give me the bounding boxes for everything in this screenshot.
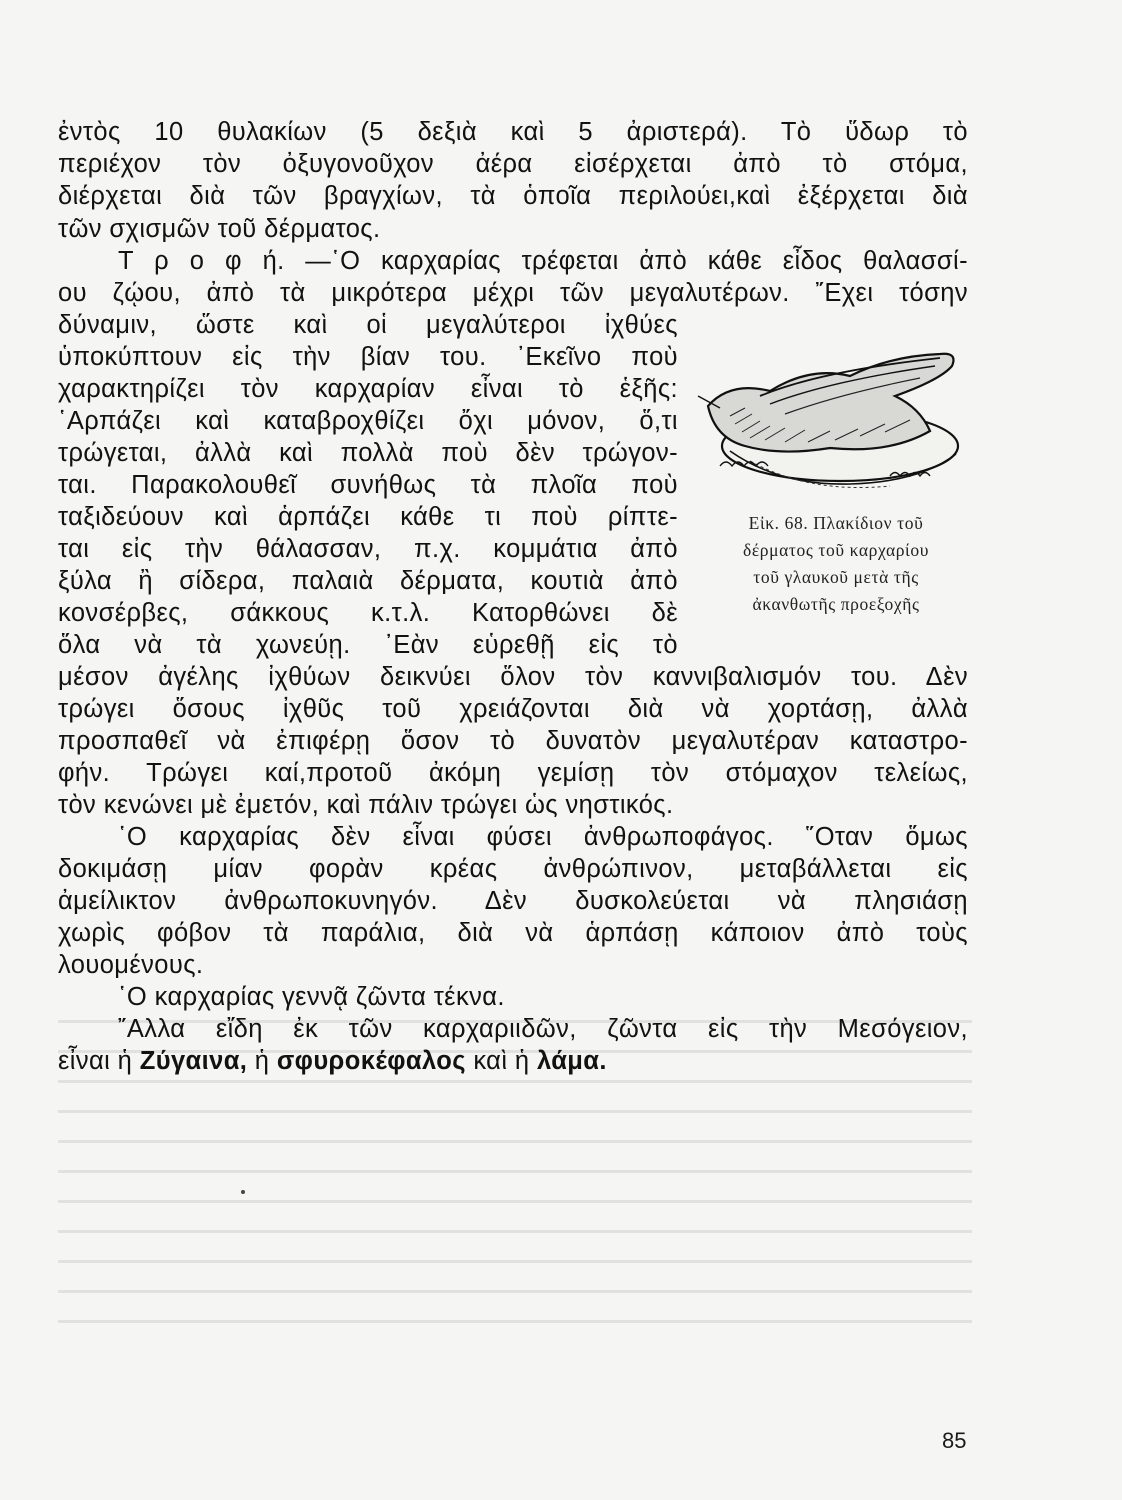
body-line: ται εἰς τὴν θάλασσαν, π.χ. κομμάτια ἀπὸ: [58, 535, 678, 563]
body-line: ταξιδεύουν καὶ ἁρπάζει κάθε τι ποὺ ρίπτε-: [58, 503, 678, 531]
body-line: κονσέρβες, σάκκους κ.τ.λ. Κατορθώνει δὲ: [58, 599, 678, 627]
species-joiner: ἡ: [247, 1047, 277, 1075]
body-line: δοκιμάσῃ μίαν φορὰν κρέας ἀνθρώπινον, μεταβάλλεται εἰς: [58, 855, 968, 883]
body-line: τρώγεται, ἀλλὰ καὶ πολλὰ ποὺ δὲν τρώγον-: [58, 439, 678, 467]
body-line: ἐντὸς 10 θυλακίων (5 δεξιὰ καὶ 5 ἀριστερά). Τὸ ὕδωρ τὸ: [58, 118, 968, 146]
body-line: ἀμείλικτον ἀνθρωποκυνηγόν. Δὲν δυσκολεύεται νὰ πλησιάσῃ: [58, 887, 968, 915]
body-line: χωρὶς φόβον τὰ παράλια, διὰ νὰ ἁρπάσῃ κάποιον ἀπὸ τοὺς: [58, 919, 968, 947]
caption-line: δέρματος τοῦ καρχαρίου: [743, 540, 929, 560]
body-line: δύναμιν, ὥστε καὶ οἱ μεγαλύτεροι ἰχθύες: [58, 311, 678, 339]
body-line: περιέχον τὸν ὀξυγονοῦχον ἀέρα εἰσέρχεται ἀπὸ τὸ στόμα,: [58, 150, 968, 178]
body-line: ὑποκύπτουν εἰς τὴν βίαν του. ᾽Εκεῖνο ποὺ: [58, 343, 678, 371]
caption-line: Εἰκ. 68. Πλακίδιον τοῦ: [748, 513, 924, 533]
caption-line: τοῦ γλαυκοῦ μετὰ τῆς: [753, 567, 919, 587]
page-number: 85: [942, 1428, 967, 1453]
body-line: χαρακτηρίζει τὸν καρχαρίαν εἶναι τὸ ἑξῆς:: [58, 375, 678, 403]
body-line: λουομένους.: [58, 951, 204, 979]
species-term: λάμα.: [536, 1047, 607, 1075]
ink-speck: [241, 1190, 245, 1194]
section-heading-line: Τ ρ ο φ ή. —῾Ο καρχαρίας τρέφεται ἀπὸ κάθε εἶδος θαλασσί-: [118, 247, 968, 275]
body-line: ου ζῴου, ἀπὸ τὰ μικρότερα μέχρι τῶν μεγαλυτέρων. ῎Εχει τόσην: [58, 279, 968, 307]
body-line: ὅλα νὰ τὰ χωνεύῃ. ᾽Εὰν εὑρεθῇ εἰς τὸ: [58, 631, 678, 659]
body-line: προσπαθεῖ νὰ ἐπιφέρῃ ὅσον τὸ δυνατὸν μεγαλυτέραν καταστρο-: [58, 727, 968, 755]
species-term: σφυροκέφαλος: [276, 1047, 466, 1075]
body-line: ῾Ο καρχαρίας δὲν εἶναι φύσει ἀνθρωποφάγος. ῞Οταν ὅμως: [118, 823, 968, 851]
body-line: ῾Ο καρχαρίας γεννᾷ ζῶντα τέκνα.: [118, 983, 505, 1011]
body-line-species: [58, 1045, 607, 1077]
species-joiner: καὶ ἡ: [465, 1047, 537, 1075]
body-line: τῶν σχισμῶν τοῦ δέρματος.: [58, 215, 381, 243]
body-line: ῎Αλλα εἴδη ἐκ τῶν καρχαριιδῶν, ζῶντα εἰς τὴν Μεσόγειον,: [118, 1015, 968, 1043]
body-line: διέρχεται διὰ τῶν βραγχίων, τὰ ὁποῖα περιλούει,καὶ ἐξέρχεται διὰ: [58, 182, 968, 210]
body-line: τὸν κενώνει μὲ ἐμετόν, καὶ πάλιν τρώγει ὡς νηστικός.: [58, 791, 674, 819]
caption-line: ἀκανθωτῆς προεξοχῆς: [752, 594, 920, 614]
species-term: Ζύγαινα,: [139, 1047, 248, 1075]
figure-caption: [690, 510, 982, 618]
species-prefix: εἶναι ἡ: [58, 1047, 140, 1075]
body-line: ῾Αρπάζει καὶ καταβροχθίζει ὄχι μόνον, ὅ,τι: [58, 407, 678, 435]
body-line: ται. Παρακολουθεῖ συνήθως τὰ πλοῖα ποὺ: [58, 471, 678, 499]
body-line: τρώγει ὅσους ἰχθῦς τοῦ χρειάζονται διὰ νὰ χορτάσῃ, ἀλλὰ: [58, 695, 968, 723]
body-line: φήν. Τρώγει καί,προτοῦ ἀκόμη γεμίσῃ τὸν στόμαχον τελείως,: [58, 759, 968, 787]
body-line: μέσον ἀγέλης ἰχθύων δεικνύει ὅλον τὸν καννιβαλισμόν του. Δὲν: [58, 663, 968, 691]
body-line: ξύλα ἢ σίδερα, παλαιὰ δέρματα, κουτιὰ ἀπὸ: [58, 567, 678, 595]
shark-skin-denticle-illustration: [690, 336, 970, 506]
